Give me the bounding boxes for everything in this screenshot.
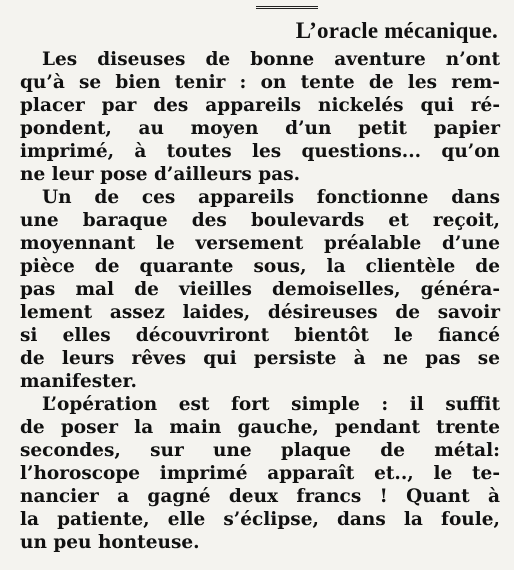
text-line: de poser la main gauche, pendant trente (20, 417, 500, 438)
text-line: pas mal de vieilles demoiselles, généra- (20, 279, 500, 300)
article-body (20, 48, 500, 554)
paragraph-1 (20, 48, 500, 186)
text-line: ne leur pose d’ailleurs pas. (20, 164, 301, 185)
text-line: moyennant le versement préalable d’une (20, 233, 500, 254)
text-line: lement assez laides, désireuses de savoir (20, 302, 500, 323)
text-line: l’horoscope imprimé apparaît et.., le te- (20, 463, 500, 484)
text-line: manifester. (20, 371, 137, 392)
text-line: si elles découvriront bientôt le fiancé (20, 325, 500, 346)
text-line: Les diseuses de bonne aventure n’ont (42, 49, 500, 70)
text-line: secondes, sur une plaque de métal: (20, 440, 500, 461)
title-ornament-rule (256, 6, 318, 9)
text-line: pondent, au moyen d’un petit papier (20, 118, 500, 139)
text-line: un peu honteuse. (20, 532, 200, 553)
text-line: pièce de quarante sous, la clientèle de (20, 256, 500, 277)
text-line: nancier a gagné deux francs ! Quant à (20, 486, 500, 507)
text-line: imprimé, à toutes les questions... qu’on (20, 141, 500, 162)
paragraph-2 (20, 186, 500, 393)
text-line: une baraque des boulevards et reçoit, (20, 210, 500, 231)
text-line: de leurs rêves qui persiste à ne pas se (20, 348, 500, 369)
article-title: L’oracle mécanique. (295, 18, 498, 43)
text-line: qu’à se bien tenir : on tente de les rem- (20, 72, 500, 93)
text-line: la patiente, elle s’éclipse, dans la foule, (20, 509, 500, 530)
text-line: placer par des appareils nickelés qui ré- (20, 95, 500, 116)
text-line: Un de ces appareils fonctionne dans (42, 187, 500, 208)
text-line: L’opération est fort simple : il suffit (42, 394, 500, 415)
paragraph-3 (20, 393, 500, 554)
